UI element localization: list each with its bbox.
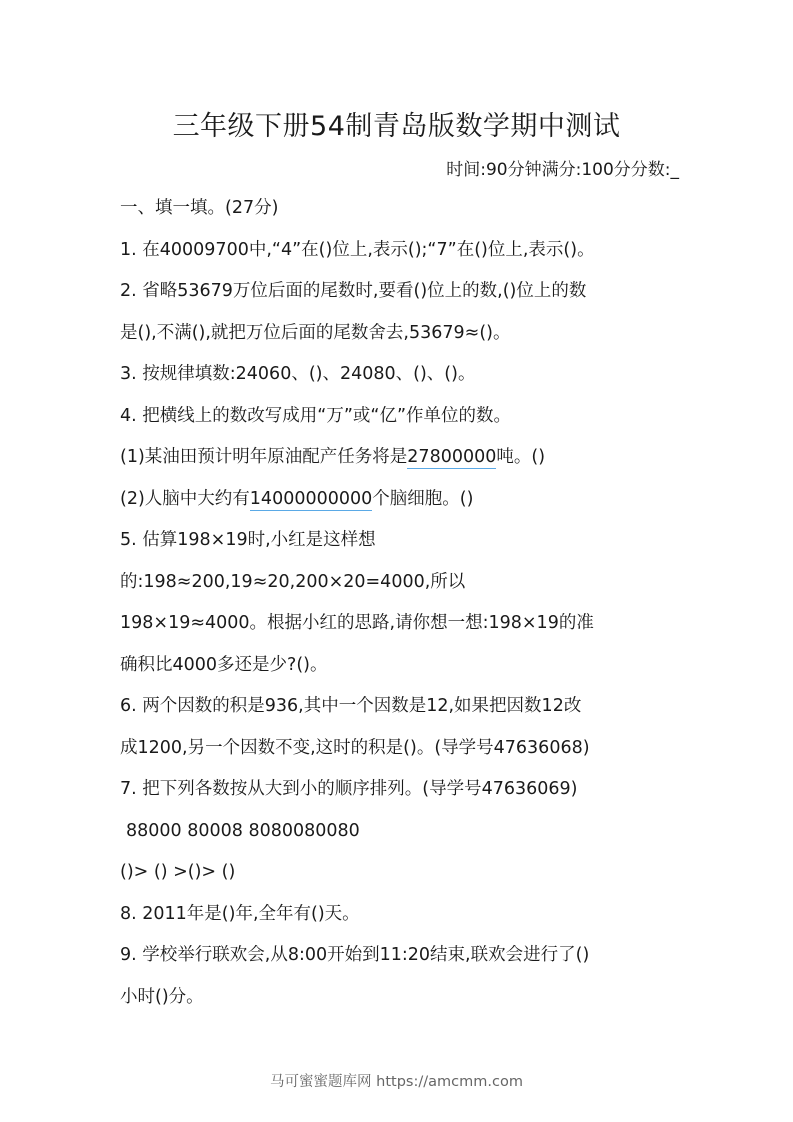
question-4-2-number: 14000000000 xyxy=(249,488,373,509)
question-7-answer-blanks: ()> () >()> () xyxy=(120,862,236,882)
footer-watermark: 马可蜜蜜题库网 https://amcmm.com xyxy=(270,1074,523,1090)
question-9-line-1: 9. 学校举行联欢会,从8:00开始到11:20结束,联欢会进行了() xyxy=(120,945,590,965)
question-4-1-post: 吨。() xyxy=(496,447,546,467)
question-4-1-pre: (1)某油田预计明年原油配产任务将是 xyxy=(120,447,408,467)
question-7-line-1: 7. 把下列各数按从大到小的顺序排列。(导学号47636069) xyxy=(120,779,578,799)
question-1: 1. 在40009700中,“4”在()位上,表示();“7”在()位上,表示()。 xyxy=(120,239,595,260)
question-5-line-3: 198×19≈4000。根据小红的思路,请你想一想:198×19的准 xyxy=(120,613,594,633)
question-4-1-number: 27800000 xyxy=(407,447,497,467)
question-4-1 xyxy=(120,437,680,479)
page-title: 三年级下册54制青岛版数学期中测试 xyxy=(172,111,621,142)
question-5-line-2: 的:198≈200,19≈20,200×20=4000,所以 xyxy=(120,571,466,592)
question-2-line-2: 是(),不满(),就把万位后面的尾数舍去,53679≈()。 xyxy=(120,322,511,343)
exam-meta: 时间:90分钟满分:100分分数:_ xyxy=(446,160,679,180)
question-3: 3. 按规律填数:24060、()、24080、()、()。 xyxy=(120,364,476,384)
question-5-line-4: 确积比4000多还是少?()。 xyxy=(120,654,328,675)
question-4-2 xyxy=(120,479,680,521)
question-5-line-1: 5. 估算198×19时,小红是这样想 xyxy=(120,530,376,550)
question-6-line-1: 6. 两个因数的积是936,其中一个因数是12,如果把因数12改 xyxy=(120,696,582,716)
section-heading: 一、填一填。(27分) xyxy=(120,198,279,218)
question-8: 8. 2011年是()年,全年有()天。 xyxy=(120,903,360,924)
question-4-2-pre: (2)人脑中大约有 xyxy=(120,488,250,509)
question-4-2-post: 个脑细胞。() xyxy=(372,488,474,509)
question-2-line-1: 2. 省略53679万位后面的尾数时,要看()位上的数,()位上的数 xyxy=(120,281,587,301)
question-9-line-2: 小时()分。 xyxy=(120,986,204,1007)
question-4: 4. 把横线上的数改写成用“万”或“亿”作单位的数。 xyxy=(120,405,512,426)
question-7-numbers: 88000 80008 8080080080 xyxy=(126,820,360,841)
question-6-line-2: 成1200,另一个因数不变,这时的积是()。(导学号47636068) xyxy=(120,737,590,758)
question-list xyxy=(120,188,680,1018)
